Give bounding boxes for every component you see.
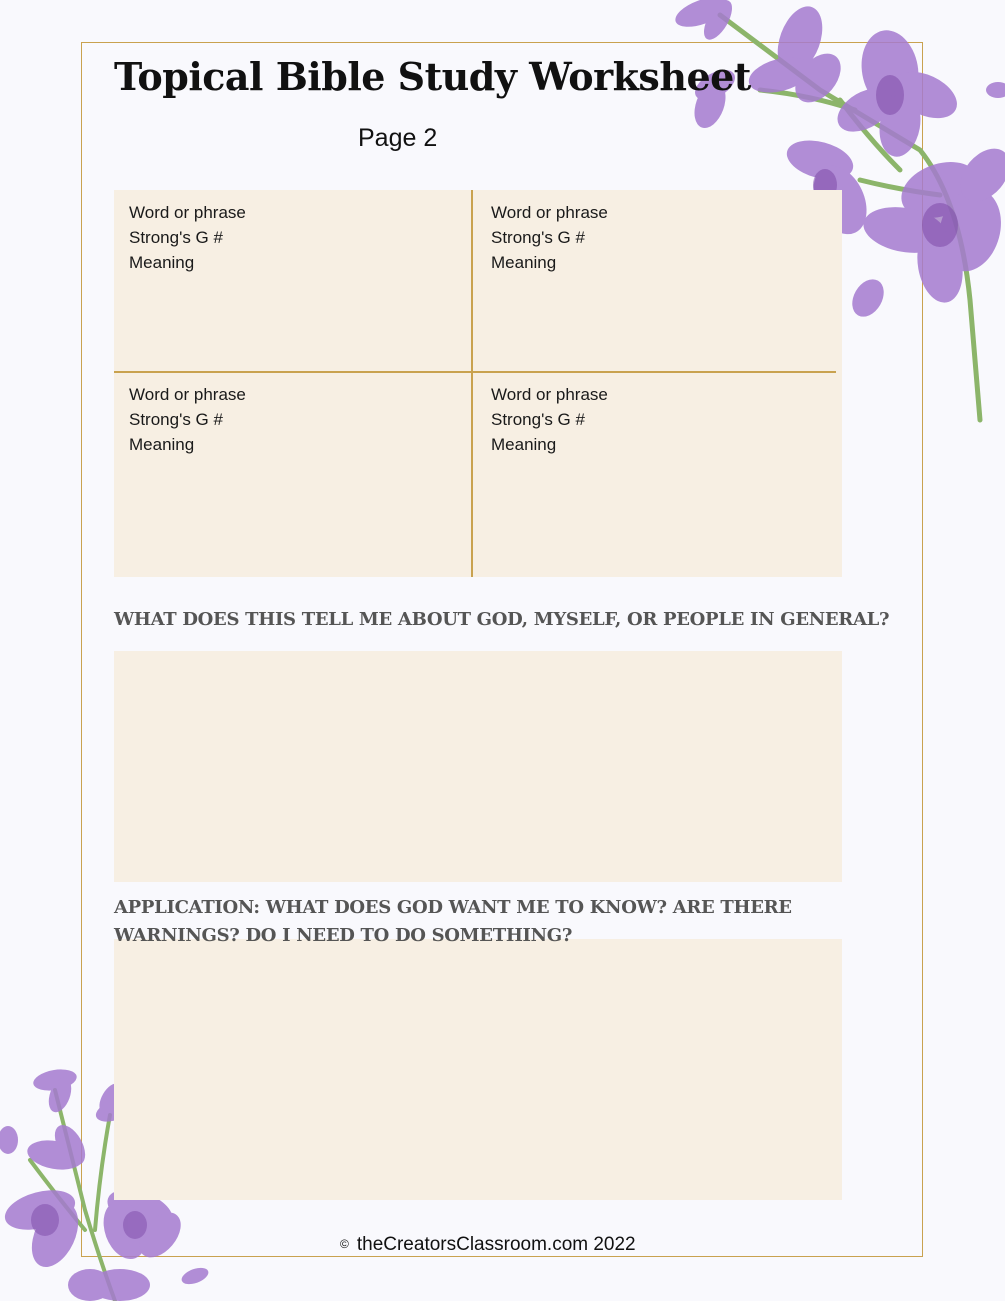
footer-text: theCreatorsClassroom.com 2022 xyxy=(356,1234,636,1255)
word-cell-2[interactable] xyxy=(491,200,608,275)
answer-box-general[interactable] xyxy=(114,651,842,882)
word-label: Word or phrase xyxy=(491,385,608,404)
word-cell-4[interactable] xyxy=(491,382,608,457)
strongs-label: Strong's G # xyxy=(129,228,223,247)
grid-divider-horizontal xyxy=(114,371,836,373)
word-label: Word or phrase xyxy=(129,203,246,222)
meaning-label: Meaning xyxy=(491,435,557,454)
word-study-grid xyxy=(114,190,842,577)
question-heading-general: WHAT DOES THIS TELL ME ABOUT GOD, MYSELF, OR PEOPLE IN GENERAL? xyxy=(114,609,890,630)
strongs-label: Strong's G # xyxy=(491,410,585,429)
word-cell-3[interactable] xyxy=(129,382,246,457)
word-cell-1[interactable] xyxy=(129,200,246,275)
strongs-label: Strong's G # xyxy=(491,228,585,247)
answer-box-application[interactable] xyxy=(114,939,842,1200)
word-label: Word or phrase xyxy=(129,385,246,404)
question-heading-application: APPLICATION: WHAT DOES GOD WANT ME TO KNOW? ARE THERE WARNINGS? DO I NEED TO DO SOMETHING? xyxy=(114,897,792,946)
meaning-label: Meaning xyxy=(129,253,195,272)
grid-divider-vertical xyxy=(471,190,473,577)
strongs-label: Strong's G # xyxy=(129,410,223,429)
footer-copyright xyxy=(340,1234,636,1256)
copyright-icon: © xyxy=(340,1237,349,1251)
meaning-label: Meaning xyxy=(129,435,195,454)
meaning-label: Meaning xyxy=(491,253,557,272)
word-label: Word or phrase xyxy=(491,203,608,222)
page-subtitle: Page 2 xyxy=(358,124,438,152)
page-title: Topical Bible Study Worksheet xyxy=(114,54,751,99)
